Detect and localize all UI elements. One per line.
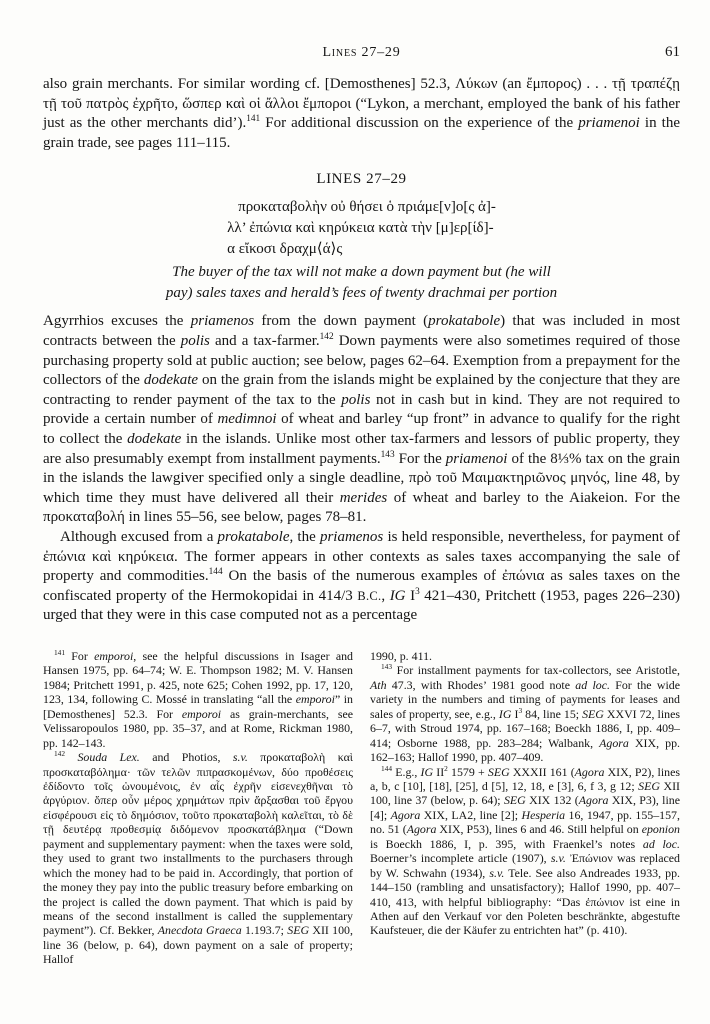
commentary-paragraph-2: Although excused from a prokatabole, the priamenos is held responsible, nevertheless, for payment of ἐπώνια καὶ κηρύκεια. The former appears in other contexts as sales taxes accompanying the sale of property and commodities.$^{144}$ On the basis of the numerous examples of ἐπώνια as sales taxes on the confiscated property of the Hermokopidai in 414/3 B.C., IG $I^3$ 421–430, Pritchett (1953, pages 226–230) urged that they were in this case computed not as a percentage — [43, 528, 681, 624]
footnote-144: $^{144}$ E.g., IG $II^2$ 1579 + SEG XXXII 161 (Agora XIX, P2), lines a, b, c [10], [18], [25], d [5], 12, 18, e [3], 6, f 3, g 12; SEG XII 100, line 37 (below, p. 64); SEG XIX 132 (Agora XIX, P3), line [4]; Agora XIX, LA2, line [2]; Hesperia 16, 1947, pp. 155–157, no. 51 (Agora XIX, P53), lines 6 and 46. Still helpful on eponion is Boeckh 1886, I, p. 395, with Fraenkel’s notes ad loc. Boerner’s incomplete article (1907), s.v. Ἐπώνιον was replaced by W. Schwahn (1934), s.v. Tele. See also Andreades 1933, pp. 144–150 (rambling and unsatisfactory); Hallof 1990, pp. 407–410, 413, with helpful bibliography: “Das ἐπώνιον ist eine in Athen auf den Verkauf vor den Poleten beschränkte, abgestufte Kaufsteuer, die der Käufer zu entrichten hat” (p. 410). — [370, 763, 681, 938]
footnotes-section — [43, 649, 680, 967]
footnote-142-continuation: 1990, p. 411. — [370, 648, 432, 663]
footnote-141: $^{141}$ For emporoi, see the helpful discussions in Isager and Hansen 1975, pp. 64–74; W. E. Thompson 1982; M. V. Hansen 1984; Pritchett 1991, p. 425, note 625; Cohen 1992, pp. 17, 120, 123, 134, following C. Mossé in translating “all the emporoi” in [Demosthenes] 52.3. For emporoi as grain-merchants, see Velissaropoulos 1980, pp. 35–37, and at Rome, Rickman 1980, pp. 142–143. — [43, 647, 354, 750]
quotation-translation: The buyer of the tax will not make a down payment but (he will pay) sales taxes and herald’s fees of twenty drachmai per portion — [165, 264, 558, 302]
commentary-paragraph-1: Agyrrhios excuses the priamenos from the down payment (prokatabole) that was included in most contracts between the polis and a tax-farmer.$^{142}$ Down payments were also sometimes required of those purchasing property sold at public auction; see below, pages 62–64. Exemption from a prepayment for the collectors of the dodekate on the grain from the islands might be explained by the conjecture that they are contracting to render payment of the tax to the polis not in cash but in kind. They are not required to provide a certain number of medimnoi of wheat and barley “up front” in advance to qualify for the right to collect the dodekate in the islands. Unlike most other tax-farmers and lessors of public property, they are also presumably exempt from installment payments.$^{143}$ For the priamenoi of the 8⅓% tax on the grain in the islands the lawgiver specified only a single deadline, πρὸ τοῦ Μαιμακτηριῶνος μηνός, line 48, by which time they must have delivered all their merides of wheat and barley to the Aiakeion. For the προκαταβολή in lines 55–56, see below, pages 78–81. — [43, 313, 681, 526]
page-body — [43, 75, 680, 626]
running-head-title: Lines 27–29 — [322, 45, 401, 60]
footnote-column-right — [370, 649, 680, 967]
section-heading: LINES 27–29 — [316, 171, 407, 188]
page-header — [43, 44, 680, 61]
paragraph-continuation: also grain merchants. For similar wording cf. [Demosthenes] 52.3, Λύκων (an ἔμπορος) . . . τῇ τραπέζῃ τῇ τοῦ πατρὸς ἐχρῆτο, ὥσπερ καὶ οἱ ἄλλοι ἔμποροι (“Lykon, a merchant, employed the bank of his father just as the other merchants did’).$^{141}$ For additional discussion on the experience of the priamenoi in the grain trade, see pages 111–115. — [43, 76, 680, 151]
greek-quotation-block: προκαταβολὴν οὐ θήσει ὁ πριάμε[ν]ο[ς ἀ]- λλ’ ἐπώνια καὶ κηρύκεια κατὰ τὴν [μ]ερ[ίδ]- α εἴκοσι δραχμ⟨ά⟩ς — [227, 199, 496, 258]
footnote-142: $^{142}$ Souda Lex. and Photios, s.v. προκαταβολὴ καὶ προσκαταβόλημα· τῶν τελῶν πιπρασκομένων, δύο προθέσεις ἐδίδοντο τοῖς ὠνουμένοις, ἐν αἷς ἐχρῆν εἰσενεχθῆναι τὸ ἀργύριον. ὅπερ οὖν μέρος χρημάτων πρὶν ἄρξασθαι τοῦ ἔργου εἰσφέρουσι εἰς τὸ δημόσιον, τοῦτο προκαταβολὴ καλεῖται, τὸ δὲ τῇ δευτέρᾳ προθεσμίᾳ διδόμενον προσκατάβλημα (“Down payment and supplementary payment: when the taxes were sold, they used to grant two installments to the purchasers through which the money had to be paid in. Accordingly, that portion of the money they pay into the public treasury before embarking on the project is called the down payment. That which is paid by means of the second installment is called the supplementary payment”). Cf. Bekker, Anecdota Graeca 1.193.7; SEG XII 100, line 36 (below, p. 64), down payment on a sale of property; Hallof — [43, 749, 354, 967]
footnote-143: $^{143}$ For installment payments for tax-collectors, see Aristotle, Ath 47.3, with Rhodes’ 1981 good note ad loc. For the wide variety in the numbers and timing of payments for leases and sales of property, see, e.g., IG $I^3$ 84, line 15; SEG XXVI 72, lines 6–7, with Stroud 1974, pp. 167–168; Boeckh 1886, I, pp. 409–414; Osborne 1988, pp. 283–284; Walbank, Agora XIX, pp. 162–163; Hallof 1990, pp. 407–409. — [370, 662, 680, 765]
page-number: 61 — [665, 44, 680, 60]
footnote-column-left — [43, 649, 353, 967]
